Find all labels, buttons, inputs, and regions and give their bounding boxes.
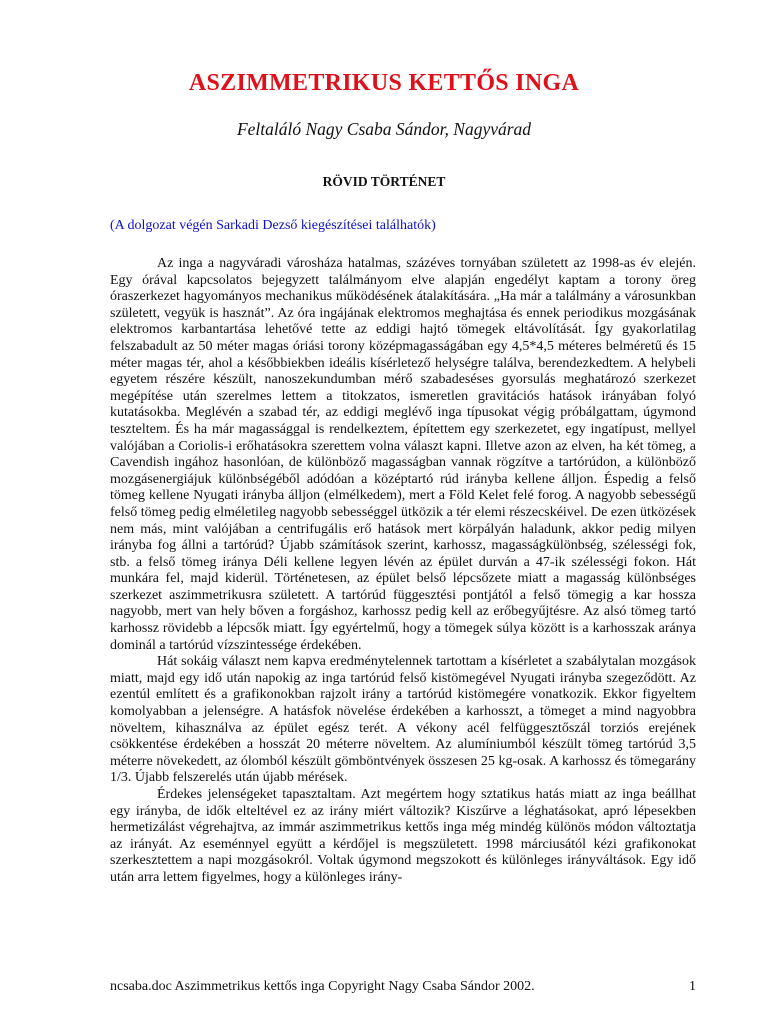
document-title: ASZIMMETRIKUS KETTŐS INGA — [188, 70, 580, 96]
page-footer — [110, 979, 696, 995]
footer-text: ncsaba.doc Aszimmetrikus kettős inga Copyright Nagy Csaba Sándor 2002. — [110, 979, 535, 994]
author-line: Feltaláló Nagy Csaba Sándor, Nagyvárad — [236, 119, 532, 139]
body-text — [110, 256, 696, 887]
paragraph: Érdekes jelenségeket tapasztaltam. Azt megértem hogy sztatikus hatás miatt az inga beállhat egy irányba, de idők elteltével ez az irány miért változik? Kiszűrve a léghatásokat, apró lépesekben hermetizálást végrehajtva, az immár aszimmetrikus kettős inga még mindég különös módon változtatja az irányát. Az eseménnyel együtt a kérdőjel is megszületett. 1998 márciusától kézi grafikonokat szerkesztettem a napi mozgásokról. Voltak úgymond megszokott és különleges irányváltások. Egy idő után arra lettem figyelmes, hogy a különleges irány- — [110, 787, 696, 885]
page-number: 1 — [689, 979, 696, 994]
editor-note: (A dolgozat végén Sarkadi Dezső kiegészítései találhatók) — [110, 218, 436, 233]
section-heading: RÖVID TÖRTÉNET — [322, 174, 446, 189]
paragraph: Az inga a nagyváradi városháza hatalmas, százéves tornyában született az 1998-as év elején. Egy órával kapcsolatos bejegyzett találmányom elve alapján engedélyt kaptam a torony öreg óraszerkezet hagyományos mechanikus működésének átalakítására. „Ha már a találmány a városunkban született, vegyük is hasznát”. Az óra ingájának elektromos meghajtása és ennek periodikus mozgásának elektromos karbantartása lehetővé tette az eddigi hajtó tömegek eltávolítását. Így gyakorlatilag felszabadult az 50 méter magas óriási torony középmagasságában egy 4,5*4,5 méteres belméretű és 15 méter magas tér, ahol a későbbiekben ideális kísérletező helységre találva, berendezkedtem. A helybeli egyetem részére készült, nanoszekundumban mérő szabadeséses gyorsulás meghatározó szerkezet megépítése után szerelmes lettem a titokzatos, ismeretlen gravitációs hatások irányában folyó kutatásokba. Meglévén a szabad tér, az eddigi meglévő inga típusokat végig próbálgattam, úgymond teszteltem. És ha már magassággal is rendelkeztem, építettem egy szerkezetet, egy ingatípust, mellyel valójában a Coriolis-i erőhatásokra szerettem volna választ kapni. Illetve azon az elven, ha két tömeg, a Cavendish ingához hasonlóan, de különböző magasságban vannak rögzítve a tartórúdon, a különböző mozgásenergiájuk különbségéből adódóan a középtartó rúd irányba kellene álljon. Éspedig a felső tömeg kellene Nyugati irányba álljon (elmélkedem), mert a Föld Kelet felé forog. A nagyobb sebességű felső tömeg pedig elméletileg nagyobb sebességgel ütközik a tér elemi részecskéivel. De ezen ütközések nem más, mint valójában a centrifugális erő hatások mert körpályán haladunk, akkor pedig milyen irányba fog állni a tartórúd? Újabb számítások szerint, karhossz, magasságkülönbség, szélességi fok, stb. a felső tömeg iránya Déli kellene legyen lévén az épület durván a 47-ik szélességi fokon. Hát munkára fel, majd kiderül. Történetesen, az épület belső lépcsőzete miatt a magasság különbséges szerkezet aszimmetrikusra született. A tartórúd függesztési pontjától a felső tömegig a kar hossza nagyobb, mert van hely bőven a forgáshoz, karhossz pedig kell az erőbegyűjtésre. Az alsó tömeg tartó karhossz rövidebb a lépcsők miatt. Így egyértelmű, hogy a tömegek súlya között is a karhosszak aránya dominál a tartórúd vízszintessége érdekében. — [110, 256, 696, 653]
paragraph: Hát sokáig választ nem kapva eredménytelennek tartottam a kísérletet a szabálytalan mozgások miatt, majd egy idő után napokig az inga tartórúd felső kistömegével Nyugati irányba szegeződött. Az ezentúl említett és a grafikonokban rajzolt irány a tartórúd kistömegére vonatkozik. Ekkor figyeltem komolyabban a jelenségre. A hatásfok növelése érdekében a karhosszt, a tömeget a mind nagyobbra növeltem, kihasználva az épület egész terét. A vékony acél felfüggesztőszál torziós erejének csökkentése érdekében a hosszát 20 méterre növeltem. Az alumíniumból készült tömeg tartórúd 3,5 méterre növekedett, az ólomból készült gömböntvények összesen 25 kg-osak. A karhossz és tömegarány 1/3. Újabb felszerelés után újabb mérések. — [110, 654, 696, 786]
